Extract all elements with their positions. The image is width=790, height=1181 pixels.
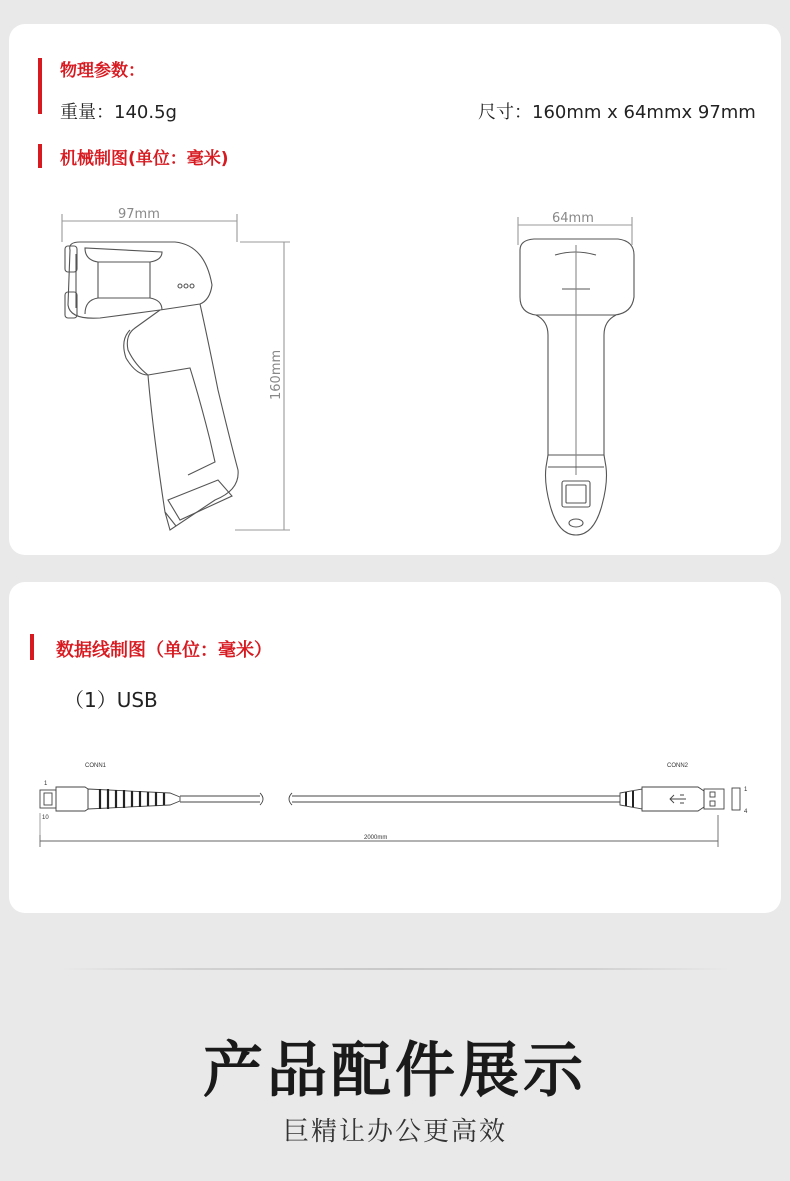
section-divider (60, 968, 730, 970)
weight-text: 重量：140.5g (60, 102, 177, 123)
side-width-label: 97mm (118, 207, 160, 222)
scanner-side-view-drawing (40, 200, 300, 545)
usb-cable-drawing (30, 755, 755, 855)
side-height-label: 160mm (269, 349, 284, 400)
mechanical-drawing-title: 机械制图(单位：毫米) (60, 149, 229, 169)
accessories-title: 产品配件展示 (203, 1036, 587, 1106)
pin-right-1-label: 1 (744, 787, 748, 793)
usb-subtitle: （1）USB (64, 688, 158, 712)
cable-drawing-title: 数据线制图（单位：毫米） (56, 640, 272, 661)
cable-length-label: 2000mm (364, 835, 388, 841)
pin-1-label: 1 (44, 781, 48, 787)
section-marker (38, 144, 42, 168)
conn1-label: CONN1 (85, 763, 107, 769)
pin-right-4-label: 4 (744, 809, 748, 815)
conn2-label: CONN2 (667, 763, 689, 769)
cable-drawing-card (9, 582, 781, 913)
section-marker (30, 634, 34, 660)
size-text: 尺寸：160mm x 64mmx 97mm (478, 102, 756, 123)
section-marker (38, 58, 42, 114)
pin-10-label: 10 (42, 815, 49, 821)
physical-params-title: 物理参数： (60, 61, 145, 81)
front-width-label: 64mm (552, 211, 594, 226)
accessories-subtitle: 巨精让办公更高效 (282, 1117, 507, 1147)
scanner-front-view-drawing (500, 205, 650, 550)
